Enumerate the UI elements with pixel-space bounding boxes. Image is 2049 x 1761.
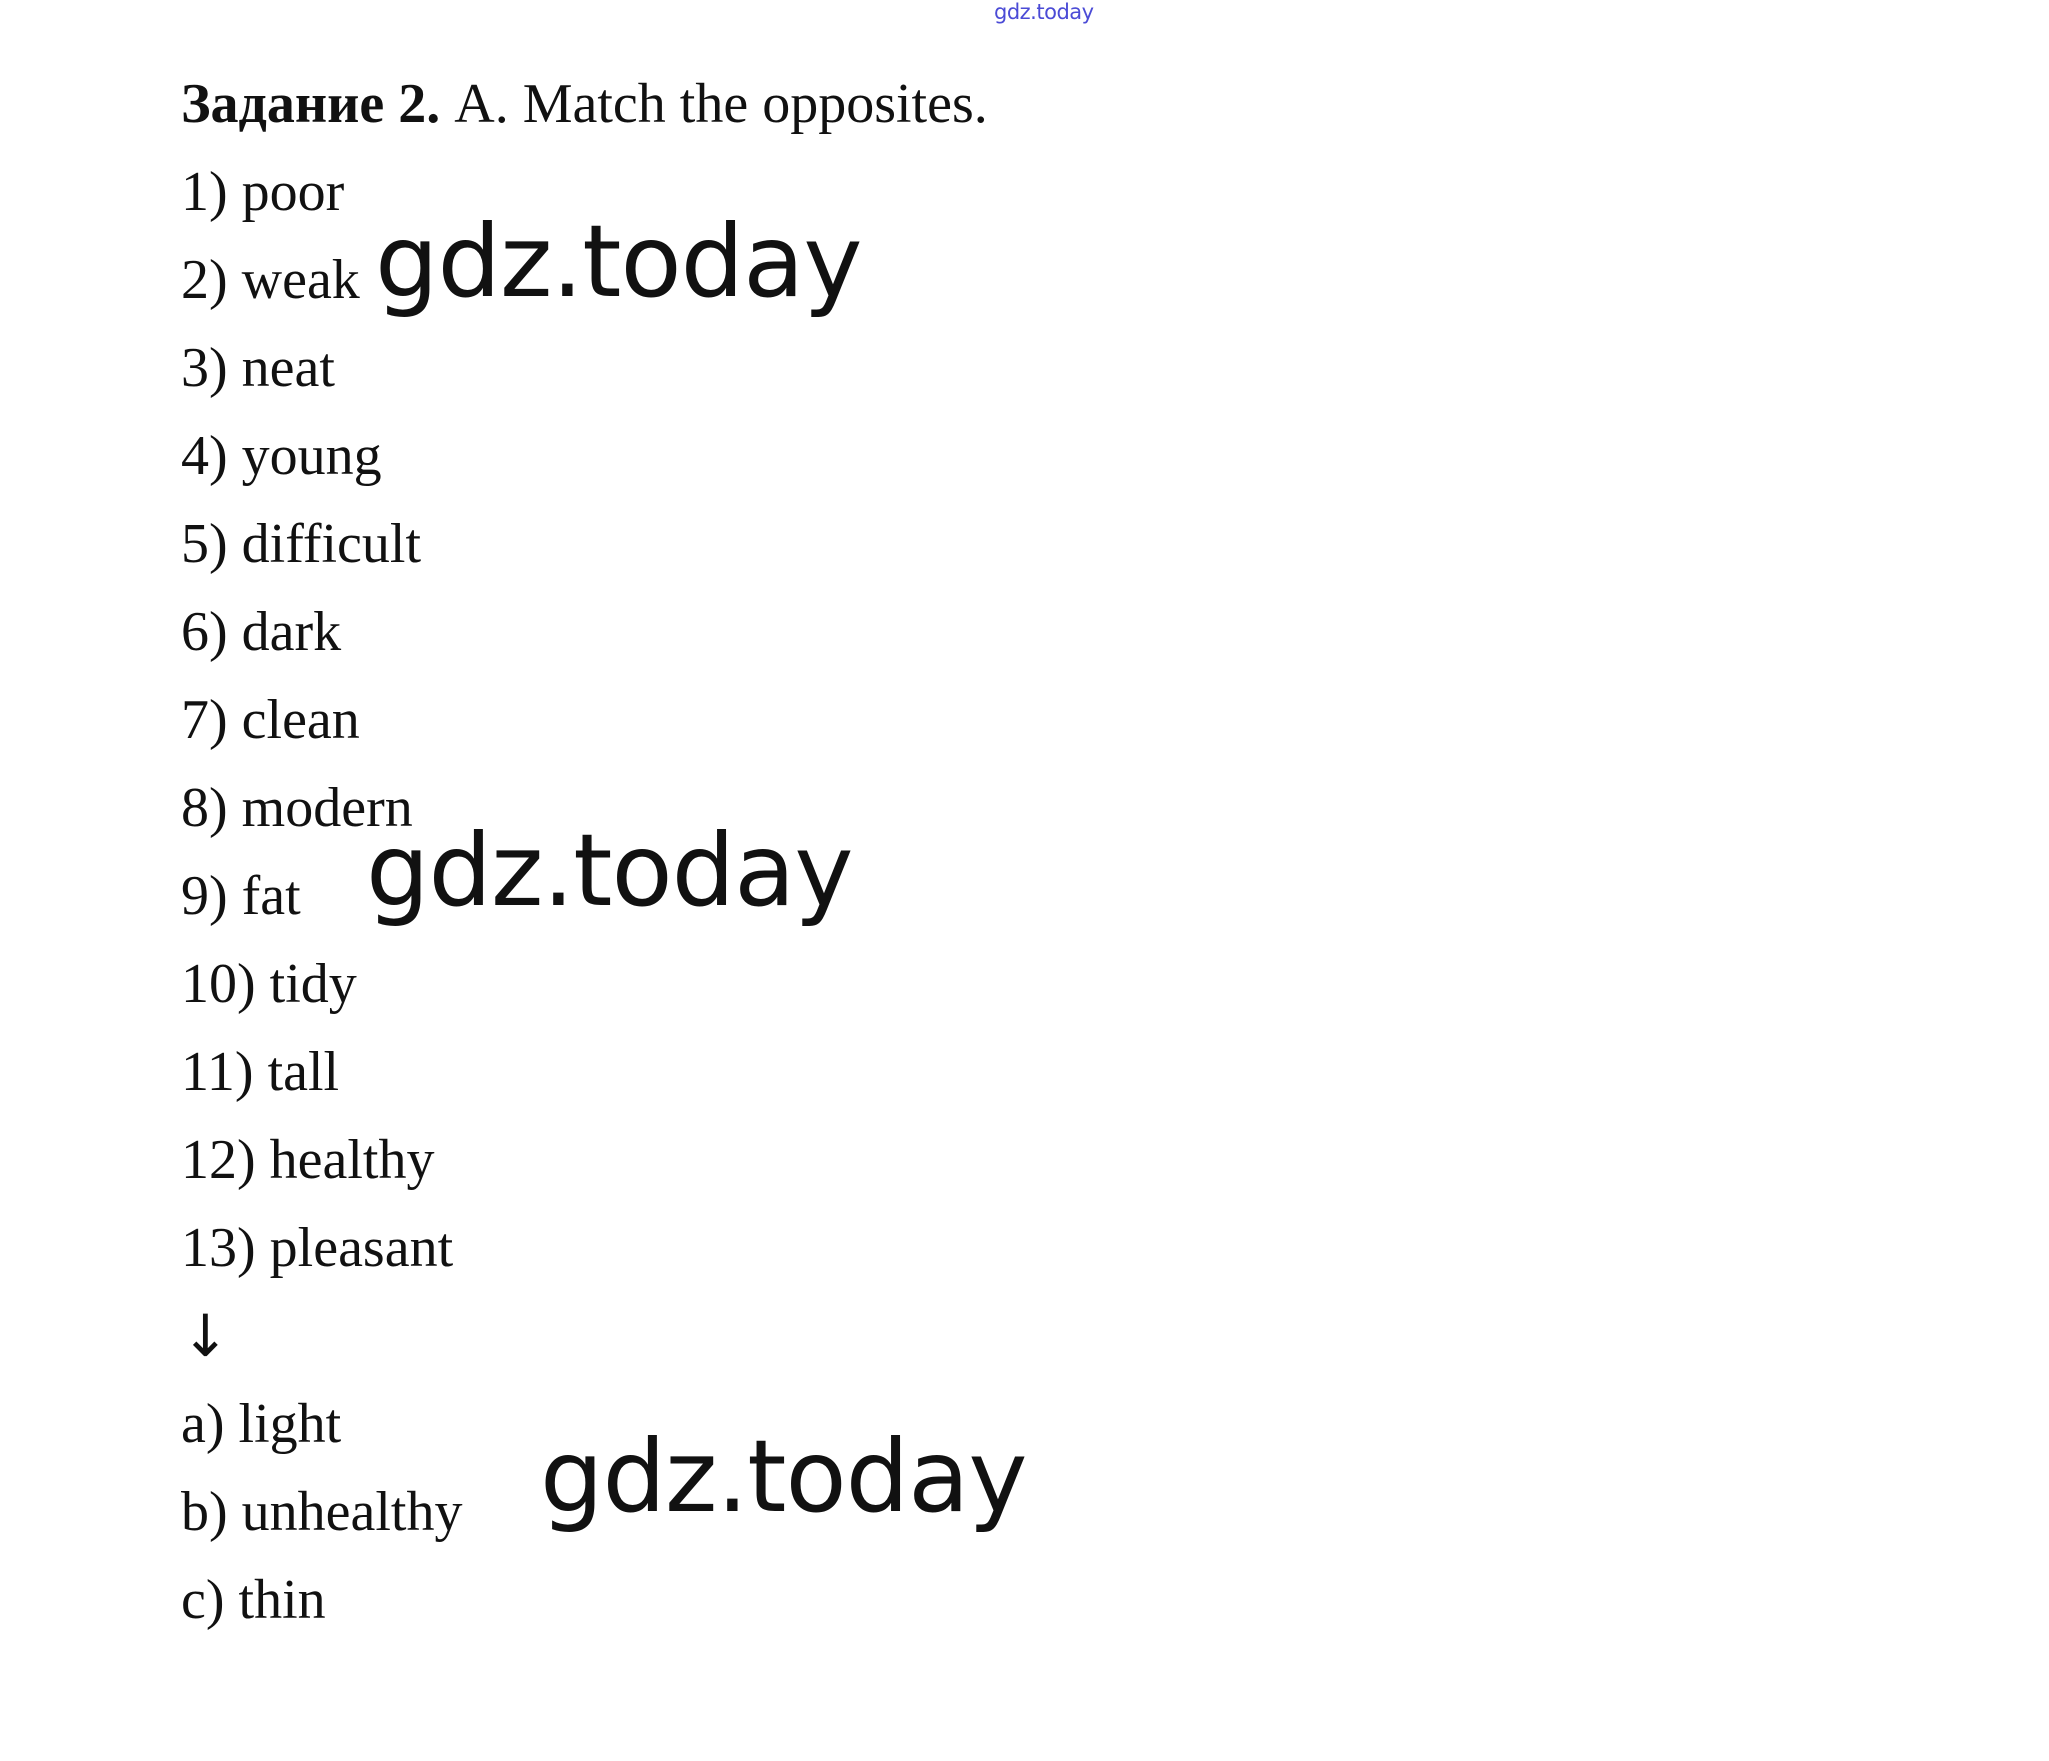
- watermark: gdz.today: [366, 812, 853, 929]
- list-item: 3) neat: [181, 337, 335, 399]
- list-item: 1) poor: [181, 161, 345, 223]
- task-instruction: A. Match the opposites.: [454, 73, 988, 135]
- list-item: a) light: [181, 1393, 342, 1455]
- down-arrow-icon: ↓: [181, 1302, 230, 1370]
- task-label: Задание 2.: [181, 73, 441, 135]
- list-item: b) unhealthy: [181, 1481, 463, 1543]
- list-item: 11) tall: [181, 1041, 340, 1103]
- watermark: gdz.today: [375, 203, 862, 320]
- watermark: gdz.today: [540, 1418, 1027, 1535]
- list-item: 9) fat: [181, 865, 301, 927]
- list-item: 13) pleasant: [181, 1217, 454, 1279]
- list-item: 12) healthy: [181, 1129, 435, 1191]
- list-item: 7) clean: [181, 689, 360, 751]
- list-item: 5) difficult: [181, 513, 422, 575]
- list-item: 2) weak: [181, 249, 360, 311]
- top-watermark: gdz.today: [994, 0, 1094, 24]
- list-item: 6) dark: [181, 601, 342, 663]
- list-item: c) thin: [181, 1569, 326, 1631]
- list-item: 8) modern: [181, 777, 413, 839]
- list-item: 10) tidy: [181, 953, 357, 1015]
- exercise-heading: [181, 60, 988, 148]
- list-item: 4) young: [181, 425, 382, 487]
